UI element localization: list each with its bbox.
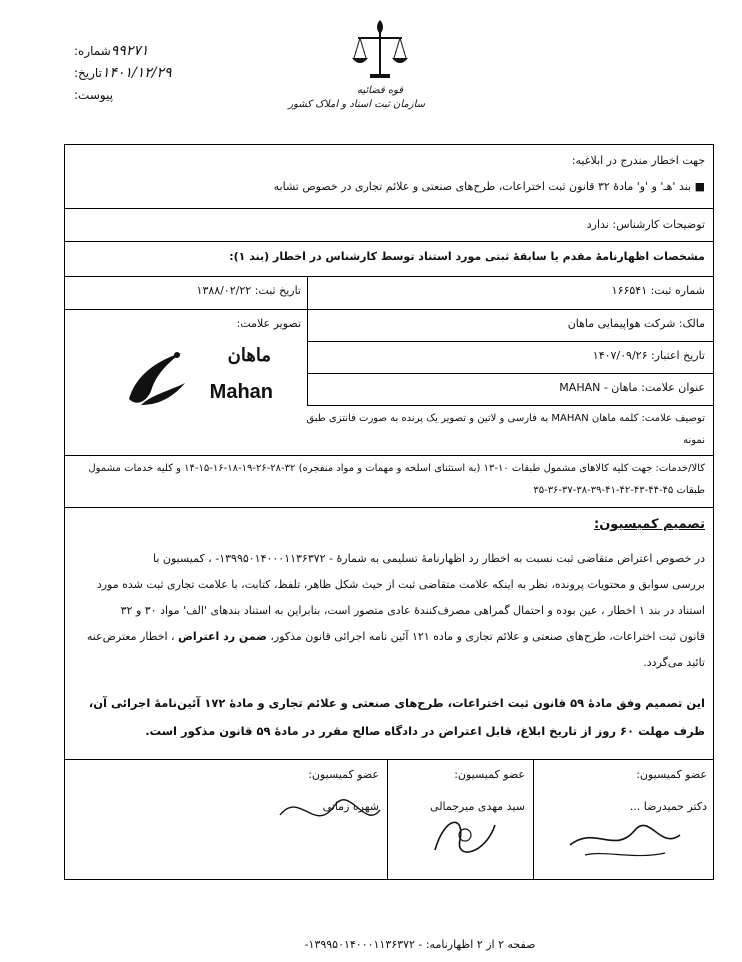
logo-persian-text: ماهان [227, 345, 271, 366]
bird-icon [121, 347, 191, 409]
decision-line-4b: ضمن رد اعتراض [178, 630, 267, 643]
notice-heading: جهت اخطار مندرج در ابلاغیه: [571, 154, 705, 167]
decision-line-5: تائید می‌گردد. [643, 656, 705, 669]
member-3-name: شهره زمانی [322, 800, 379, 813]
logo-latin-text: Mahan [209, 381, 273, 403]
reg-date: تاریخ ثبت: ۱۳۸۸/۰۲/۲۲ [196, 284, 301, 297]
number-label: شماره: [74, 44, 111, 58]
decision-line-2: بررسی سوابق و محتویات پرونده، نظر به اینکه علامت متقاضی ثبت از حیث شکل ظاهر، تلفظ، کتابت، با علامت تجاری ثبت شده مورد [96, 578, 705, 591]
member-1-signature [565, 805, 685, 865]
attachment-label: پیوست: [74, 88, 114, 102]
decision-final-1: این تصمیم وفق مادهٔ ۵۹ قانون ثبت اختراعات، طرح‌های صنعتی و علائم تجاری و مادهٔ ۱۷۲ آئین‌نامهٔ اجرائی آن، [88, 696, 705, 710]
member-3-role: عضو کمیسیون: [308, 768, 379, 781]
page-footer: صفحه ۲ از ۲ اظهارنامه: - ۱۳۹۹۵۰۱۴۰۰۰۱۱۳۶۳۷۲- [304, 938, 536, 951]
expert-comments: توضیحات کارشناس: ندارد [586, 218, 705, 231]
date-value: ۱۴۰۱/۱۲/۲۹ [101, 65, 172, 81]
decision-final-2: ظرف مهلت ۶۰ روز از تاریخ ابلاغ، قابل اعتراض در دادگاه صالح مقرر در مادهٔ ۵۹ قانون مذکور است. [145, 724, 705, 738]
decision-form [64, 144, 714, 880]
date-row [70, 62, 250, 84]
scales-of-justice-icon [350, 14, 410, 84]
judiciary-label: قوه قضائیه [356, 85, 404, 96]
prior-mark-title: مشخصات اظهارنامهٔ مقدم یا سابقهٔ ثبتی مورد استناد توسط کارشناس در اخطار (بند ۱): [229, 250, 705, 263]
member-2-role: عضو کمیسیون: [454, 768, 525, 781]
member-2-signature [425, 805, 505, 865]
document-meta [70, 40, 250, 106]
date-label: تاریخ: [74, 66, 102, 80]
decision-line-4c: ، اخطار معترض‌عنه [86, 630, 175, 643]
number-value: ۹۹۲۷۱ [110, 43, 149, 59]
member-2-name: سید مهدی میرجمالی [430, 800, 525, 813]
goods-services-2: طبقات ۴۵-۴۴-۴۳-۴۲-۴۱-۳۹-۳۸-۳۷-۳۶-۳۵ [533, 485, 705, 496]
reg-number: شماره ثبت: ۱۶۶۵۴۱ [611, 284, 705, 297]
organization-label: سازمان ثبت اسناد و املاک کشور [288, 99, 425, 110]
member-1-name: دکتر حمیدرضا ... [629, 800, 707, 813]
decision-line-1: در خصوص اعتراض متقاضی ثبت نسبت به اخطار رد اظهارنامهٔ تسلیمی به شمارهٔ - ۱۳۹۹۵۰۱۴۰۰۰۱۱۳۶۳۷۲- ، کمیسیون با [152, 552, 705, 565]
validity-date: تاریخ اعتبار: ۱۴۰۷/۰۹/۲۶ [592, 349, 705, 362]
mark-description-2: نمونه [683, 435, 705, 446]
mahan-logo [117, 343, 277, 413]
decision-line-4 [73, 627, 705, 647]
mark-description-1: توصیف علامت: کلمه ماهان MAHAN به فارسی و لاتین و تصویر یک پرنده به صورت فانتزی طبق [306, 413, 705, 424]
judiciary-emblem [288, 14, 425, 139]
member-3-signature [275, 785, 385, 845]
owner: مالک: شرکت هواپیمایی ماهان [567, 317, 705, 330]
image-label: تصویر علامت: [236, 317, 301, 330]
member-divider-2 [533, 759, 534, 879]
notice-item: ■ بند 'هـ' و 'و' مادهٔ ۳۲ قانون ثبت اختراعات، طرح‌های صنعتی و علائم تجاری در خصوص تشابه [273, 180, 705, 193]
decision-line-4a: قانون ثبت اختراعات، طرح‌های صنعتی و علائم تجاری و ماده ۱۲۱ آئین نامه اجرائی قانون مذکور، [270, 630, 705, 643]
mark-title: عنوان علامت: ماهان - MAHAN [559, 381, 705, 394]
attachment-row [70, 84, 250, 106]
goods-services-1: کالا/خدمات: جهت کلیه کالاهای مشمول طبقات ۱۰-۱۳ (به استثنای اسلحه و مهمات و مواد منفجره) ۳۲-۲۸-۲۶-۱۹-۱۸-۱۶-۱۵-۱۴ و کلیه خدمات مشمول [88, 463, 705, 474]
decision-heading: تصمیم کمیسیون: [594, 517, 705, 532]
number-row [70, 40, 250, 62]
member-1-role: عضو کمیسیون: [636, 768, 707, 781]
decision-line-3: استناد در بند ۱ اخطار ، عین بوده و احتمال گمراهی مصرف‌کنندهٔ عادی متصور است، بنابراین به استناد بندهای 'الف' مواد ۳۰ و ۳۲ [120, 604, 705, 617]
